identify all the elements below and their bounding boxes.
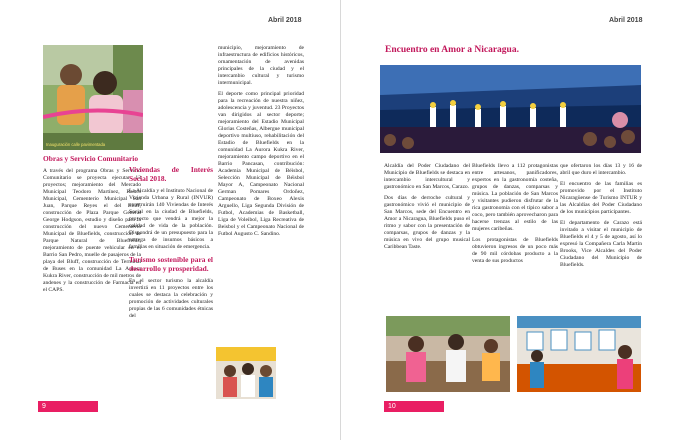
right-column-1 (384, 163, 470, 313)
obras-paragraph: A través del programa Obras y Servicio Comunitario se proyecta ejecutar 13 proyectos; mejoramiento del Mercado Municipal Teodoro Martínez, Rastro Municipal, Cementerio Municipal San Juan, Parque Reyes el del Bluff, construcción de Plaza Parque General George Hodgson, estudio y diseño para la construcción del nuevo Cementerio Municipal de Bluefields, construcción de Parque Natural de Bluefields, mejoramiento de puente vehicular en el Barrio San Pedro, muelle de pasajeros de la playa del Bluff, construcción de Terminal de Buses en la comunidad La Aurora Kukra River, construcción de mil metros de andenes y la construcción de Farmacia en el CAPS. (43, 168, 141, 293)
left-column-1 (43, 152, 141, 400)
left-column-2 (129, 163, 213, 346)
protagonistas-paragraph: Bluefields llevo a 112 protagonistas entre artesanos, panificadores, expertos en la gastronomía costeña, grupos de danzas, comparsas y música. La población de San Marcos y visitantes pudieron disfrutar de la rica gastronomía con el típico sabor a coco, pero también aprovecharon para hacerse trenzas al estilo de las mujeres caribeñas. (472, 163, 558, 232)
right-column-2 (472, 163, 558, 315)
market-stand-photo-illustration (386, 316, 510, 392)
section-title-viviendas: Viviendas de Interés Social 2018. (129, 165, 213, 183)
stage-dance-photo-illustration (380, 65, 641, 153)
viviendas-paragraph: La Alcaldía y el Instituto Nacional de Vivienda Urbana y Rural (INVUR) construirán 140 Viviendas de Interés Social en la ciudad de Bluefields, proyecto que vendrá a mejor la calidad de vida de la población. Dispondrá de un presupuesto para la entrega de insumos básicos a familias en situación de emergencia. (129, 188, 213, 250)
turismo-paragraph: En el sector turismo la alcaldía invertirá en 11 proyectos entre los cuales se destaca la celebración y promoción de actividades culturales propias de las 6 comunidades étnicas del (129, 278, 213, 319)
tourism-photo-illustration (216, 347, 276, 399)
ribbon-cutting-photo-illustration (43, 45, 143, 150)
sports-paragraph: El deporte como principal prioridad para la recreación de nuestra niñez, adolescencia y juventud. 23 Proyectos van dirigidos al sector deporte; mejoramiento del Estadio Municipal Glorias Costeñas, Albergue municipal deportivo multiuso, rehabilitación del Estadio de Bluefields en la comunidad La Aurora Kukra River, mejoramiento campo deportivo en el Barrio Pancasan, contribución: Academia Municipal de Béisbol, Selección Municipal de Béisbol Mayor A, Campeonato Nacional German Pomares Ordoñez, Campeonato de Boxeo Alexis Arguello, Liga Segunda División de Futbol, Academias de Basketball, Liga de Voleibol, Liga Recreativa de Beisbol y el Campeonato Nacional de Futbol Augusto C. Sandino. (218, 91, 304, 237)
artisan-display-photo (517, 316, 641, 392)
left-column-3 (218, 45, 304, 345)
page-header-date-right: Abril 2018 (609, 17, 643, 24)
encuentro-days-paragraph: Dos días de derroche cultural y gastronómico vivió el municipio de San Marcos, sede del Encuentro en Amor a Nicaragua, Bluefields puso el ritmo y sabor con la presentación de comparsas, grupos de danzas y la música en vivo del grupo musical Caribbean Taste. (384, 195, 470, 250)
dias-paragraph: que ofertaron los días 13 y 16 de abril que duro el intercambio. (560, 163, 642, 176)
right-column-3 (560, 163, 642, 313)
section-title-turismo: Turismo sostenible para el desarrollo y prosperidad. (129, 255, 213, 273)
infrastructure-paragraph: municipio, mejoramiento de infraestructura de edificios históricos, ornamentación de avenidas principales de la ciudad y el intercambio cultural y turismo intermunicipal. (218, 45, 304, 86)
photo-caption: Inauguración calle pavimentada (46, 142, 106, 147)
tourism-photo (216, 347, 276, 399)
stage-dance-photo (380, 65, 641, 153)
page-number-left: 9 (38, 401, 98, 412)
right-page (340, 0, 680, 440)
page-number-right: 10 (384, 401, 444, 412)
ribbon-cutting-photo (43, 45, 143, 150)
artisan-display-photo-illustration (517, 316, 641, 392)
section-title-obras: Obras y Servicio Comunitario (43, 154, 139, 163)
ingresos-paragraph: Los protagonistas de Bluefields obtuvieron ingresos de un poco más de 90 mil córdobas producto a la venta de sus productos (472, 237, 558, 264)
market-stand-photo (386, 316, 510, 392)
page-header-date: Abril 2018 (268, 17, 302, 24)
article-title: Encuentro en Amor a Nicaragua. (385, 45, 519, 55)
encuentro-intro-paragraph: Alcaldía del Poder Ciudadano del Municipio de Bluefields se destaca en intercambio intercultural y gastronómico en San Marcos, Carazo. (384, 163, 470, 190)
intur-paragraph: El encuentro de las familias es promovido por el Instituto Nicaragüense de Turismo INTUR y las Alcaldías del Poder Ciudadano de los municipios participantes. (560, 181, 642, 215)
carazo-paragraph: El departamento de Carazo está invitado a visitar el municipio de Bluefields el 4 y 5 de agosto, así lo expresó la Compañera Carla Martin Brooks, Vice Alcaldes del Poder Ciudadano del Municipio de Bluefields. (560, 220, 642, 268)
